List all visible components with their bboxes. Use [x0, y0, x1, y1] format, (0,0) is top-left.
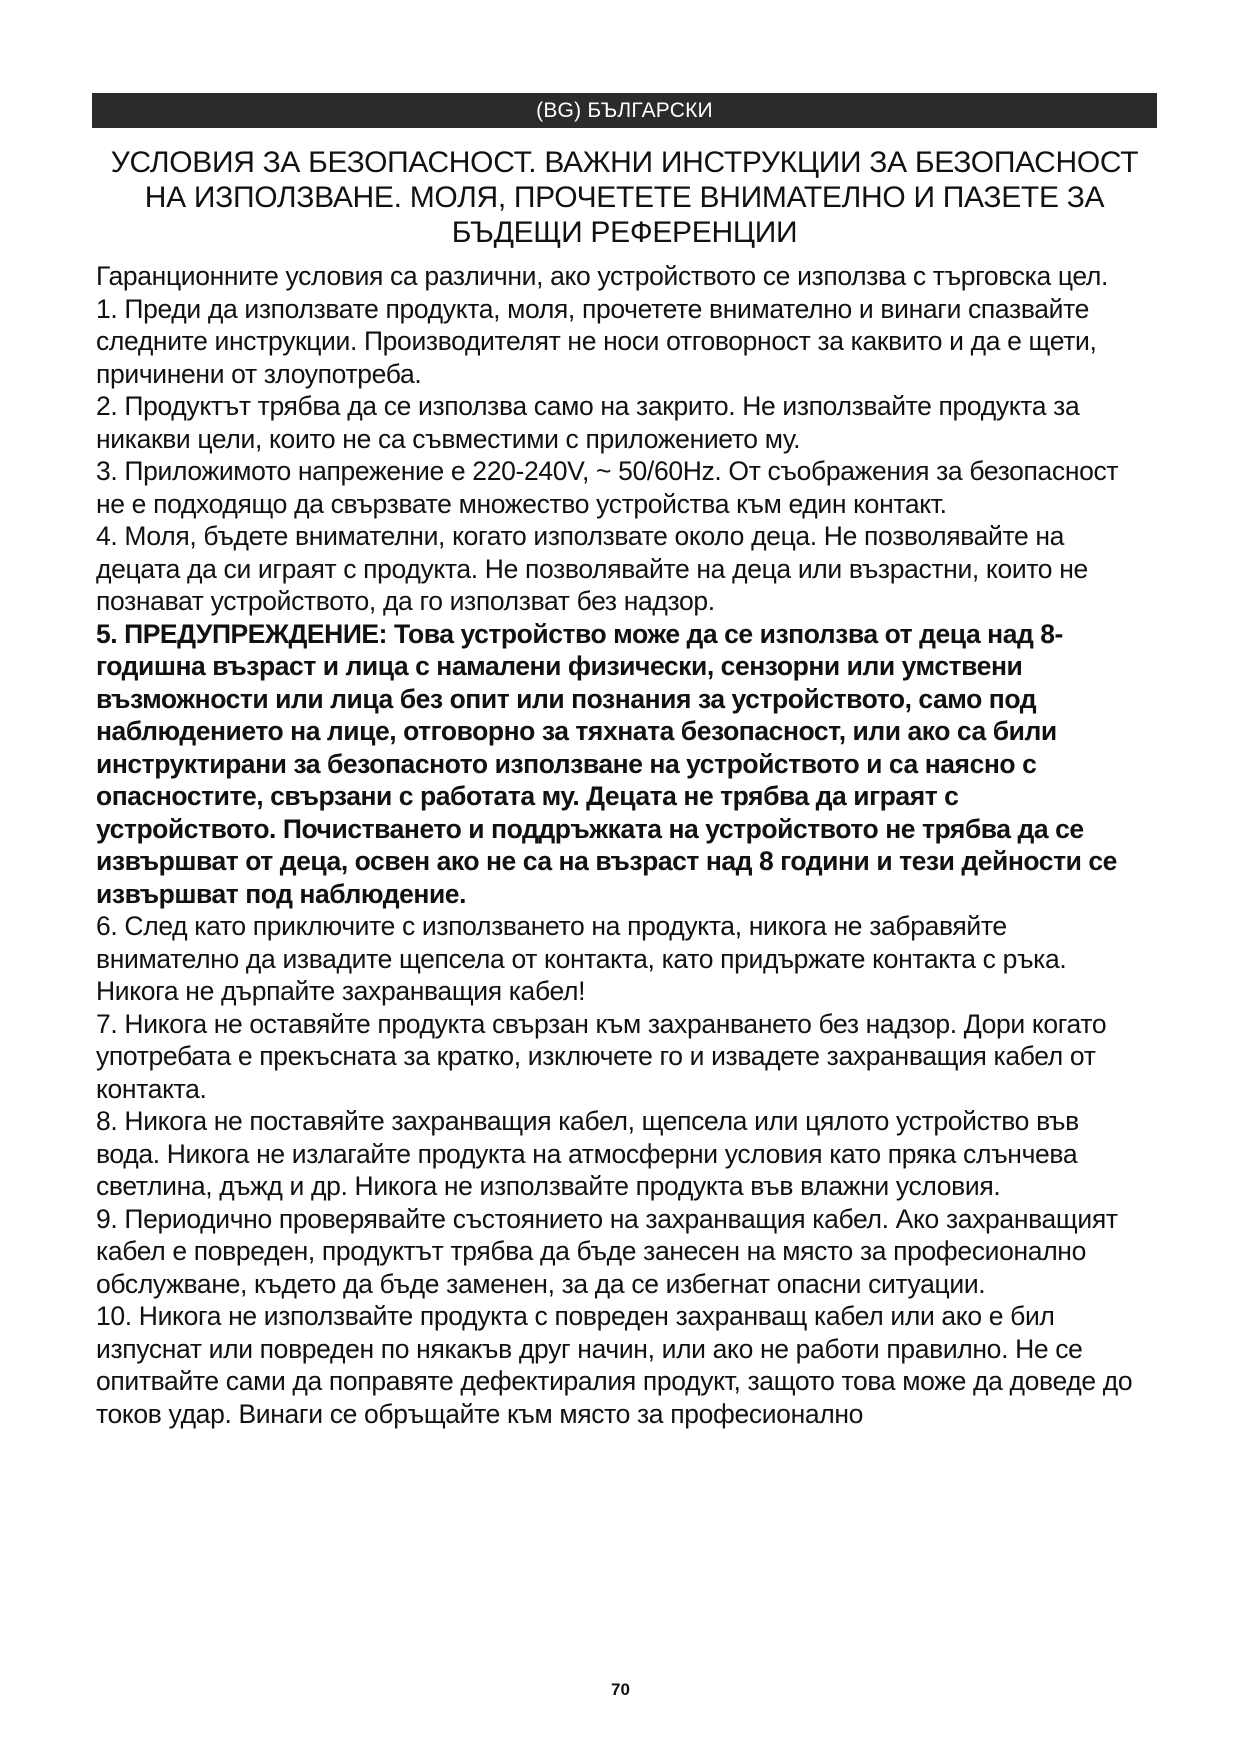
instruction-item-10: 10. Никога не използвайте продукта с повреден захранващ кабел или ако е бил изпуснат или повреден по някакъв друг начин, или ако не работи правилно. Не се опитвайте сами да поправяте дефектиралия продукт, защото това може да доведе до токов удар. Винаги се обръщайте към място за професионално	[96, 1301, 1133, 1429]
instruction-item-2: 2. Продуктът трябва да се използва само на закрито. Не използвайте продукта за никакви цели, които не са съвместими с приложението му.	[96, 391, 1080, 454]
instruction-item-3: 3. Приложимото напрежение е 220-240V, ~ 50/60Hz. От съображения за безопасност не е подходящо да свързвате множество устройства към един контакт.	[96, 456, 1119, 519]
instruction-item-1: 1. Преди да използвате продукта, моля, прочетете внимателно и винаги спазвайте следните инструкции. Производителят не носи отговорност за каквито и да е щети, причинени от злоупотреба.	[96, 293, 1097, 389]
instruction-item-4: 4. Моля, бъдете внимателни, когато използвате около деца. Не позволявайте на децата да си играят с продукта. Не позволявайте на деца или възрастни, които не познават устройството, да го използват без надзор.	[96, 521, 1088, 616]
instruction-item-8: 8. Никога не поставяйте захранващия кабел, щепсела или цялото устройство във вода. Никога не излагайте продукта на атмосферни условия като пряка слънчева светлина, дъжд и др. Никога не използвайте продукта във влажни условия.	[96, 1106, 1079, 1201]
language-header-bar: (BG) БЪЛГАРСКИ	[92, 93, 1157, 128]
instructions-body	[96, 260, 1136, 1430]
instruction-item-5-warning: 5. ПРЕДУПРЕЖДЕНИЕ: Това устройство може да се използва от деца над 8-годишна възраст и лица с намалени физически, сензорни или умствени възможности или лица без опит или познания за устройството, само под наблюдението на лице, отговорно за тяхната безопасност, или ако са били инструктирани за безопасното използване на устройството и са наясно с опасностите, свързани с работата му. Децата не трябва да играят с устройството. Почистването и поддръжката на устройството не трябва да се извършват от деца, освен ако не са на възраст над 8 години и тези дейности се извършват под наблюдение.	[96, 618, 1117, 909]
page-number: 70	[611, 1680, 630, 1699]
warranty-intro: Гаранционните условия са различни, ако устройството се използва с търговска цел.	[96, 261, 1109, 291]
instruction-item-6: 6. След като приключите с използването на продукта, никога не забравяйте внимателно да извадите щепсела от контакта, като придържате контакта с ръка. Никога не дърпайте захранващия кабел!	[96, 911, 1067, 1006]
instruction-item-7: 7. Никога не оставяйте продукта свързан към захранването без надзор. Дори когато употребата е прекъсната за кратко, изключете го и извадете захранващия кабел от контакта.	[96, 1008, 1107, 1104]
safety-title: УСЛОВИЯ ЗА БЕЗОПАСНОСТ. ВАЖНИ ИНСТРУКЦИИ ЗА БЕЗОПАСНОСТ НА ИЗПОЛЗВАНЕ. МОЛЯ, ПРОЧЕТЕТЕ ВНИМАТЕЛНО И ПАЗЕТЕ ЗА БЪДЕЩИ РЕФЕРЕНЦИИ	[110, 146, 1139, 249]
instruction-item-9: 9. Периодично проверявайте състоянието на захранващия кабел. Ако захранващият кабел е повреден, продуктът трябва да бъде занесен на място за професионално обслужване, където да бъде заменен, за да се избегнат опасни ситуации.	[96, 1203, 1118, 1299]
